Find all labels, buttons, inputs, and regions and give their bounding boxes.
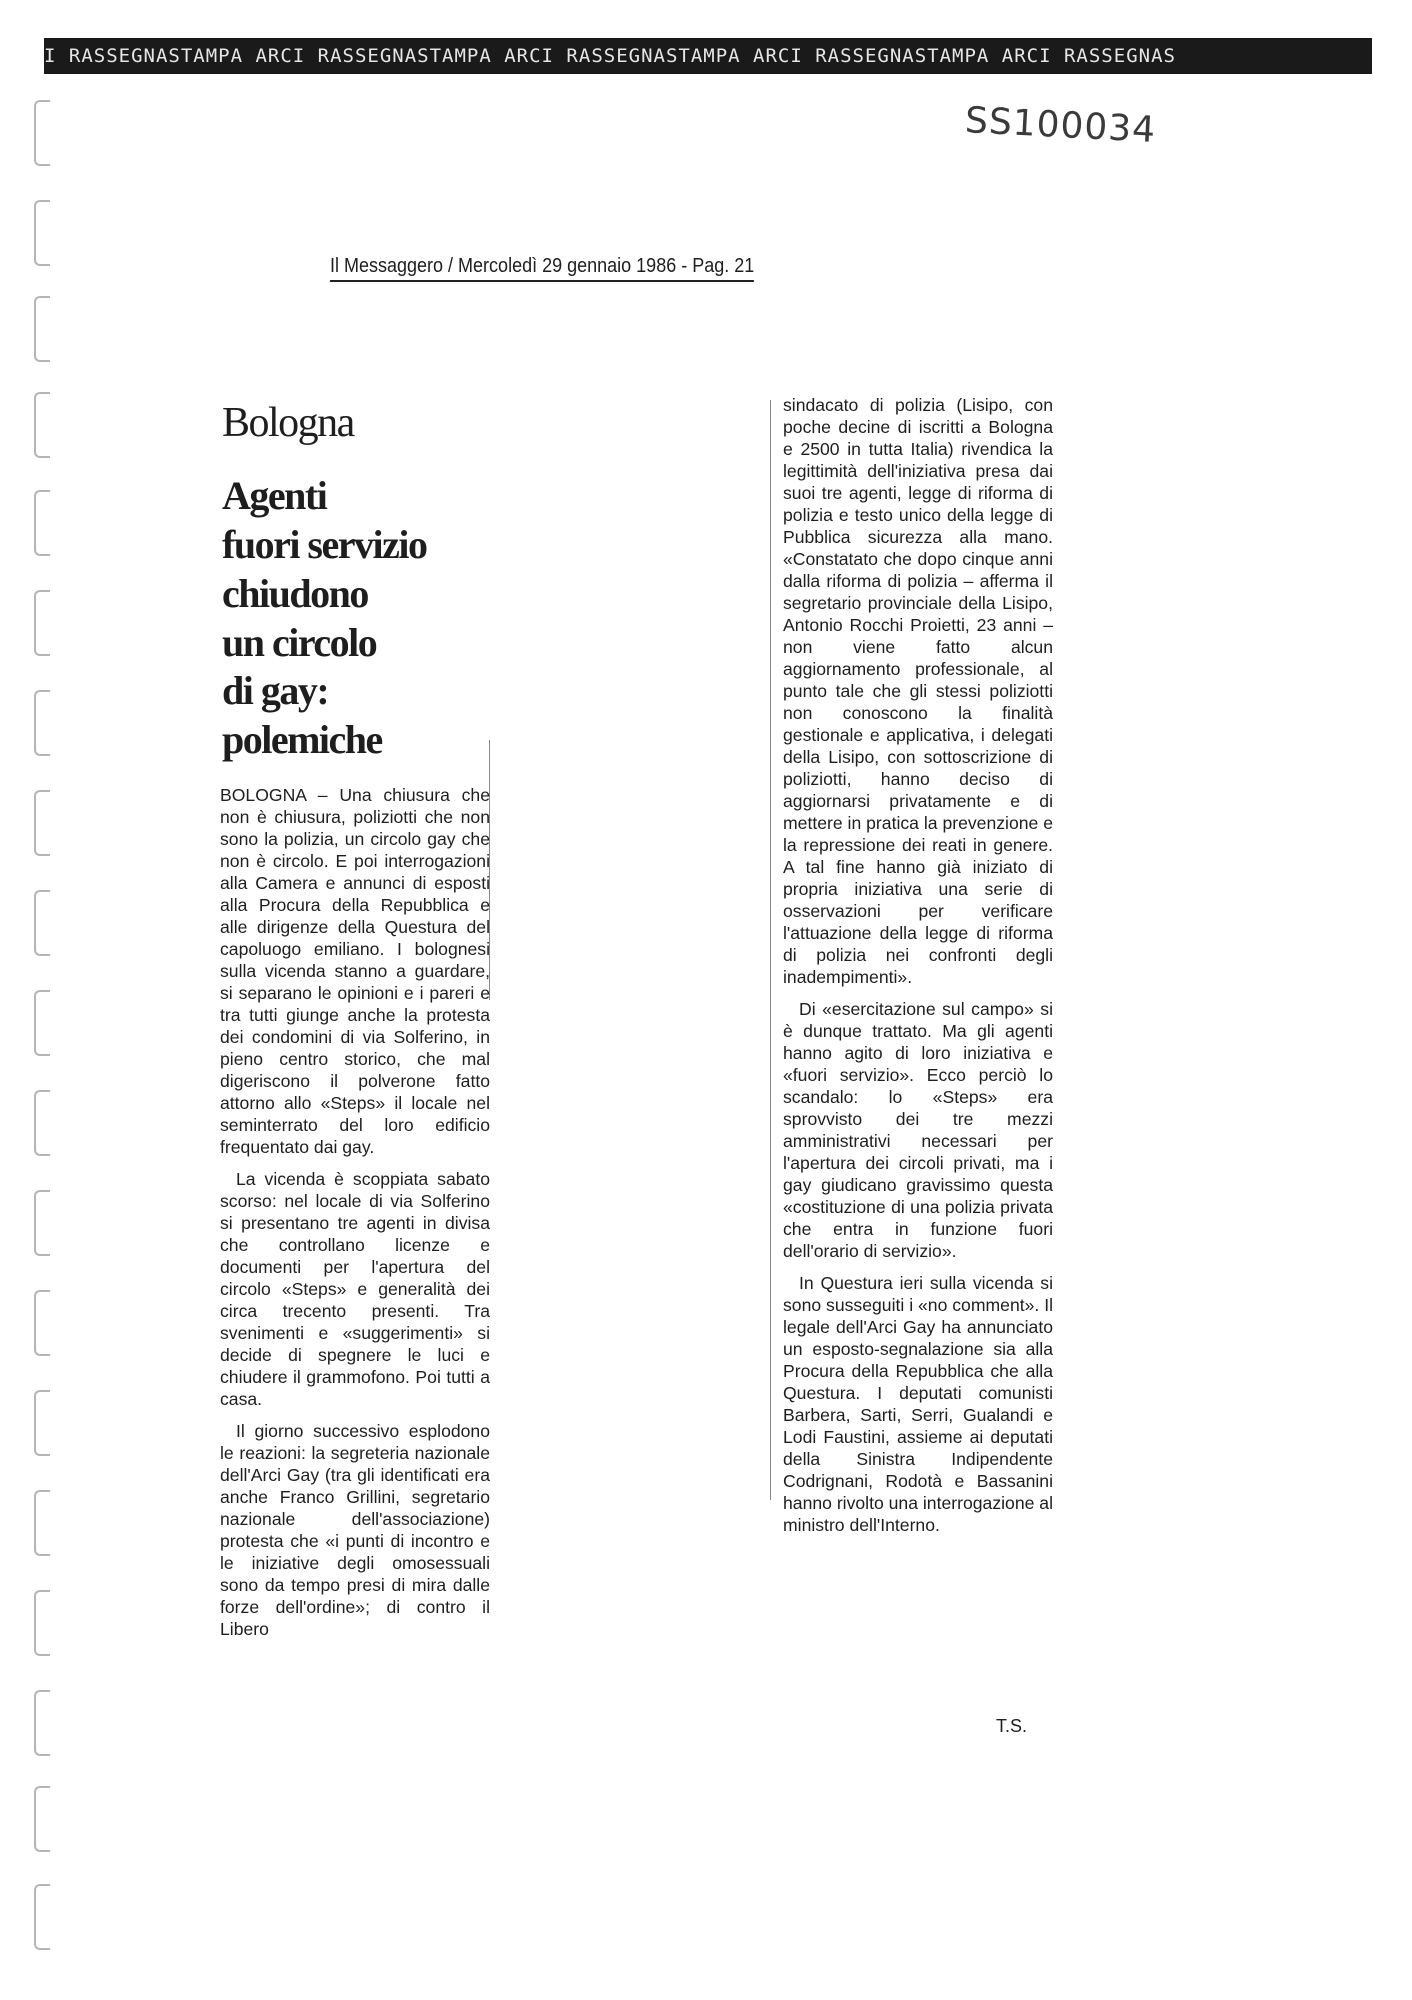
binder-hole-mark (34, 392, 50, 458)
headline-line: chiudono (222, 570, 368, 616)
binder-hole-mark (34, 890, 50, 956)
binder-hole-mark (34, 1390, 50, 1456)
press-review-banner (44, 38, 1372, 74)
headline-line: di gay: (222, 668, 329, 714)
headline-section: Bologna (222, 400, 354, 446)
binder-hole-mark (34, 1690, 50, 1756)
article-paragraph: Di «esercitazione sul campo» si è dunque trattato. Ma gli agenti hanno agito di loro iniziativa e «fuori servizio». Ecco perciò lo scandalo: lo «Steps» era sprovvisto dei tre mezzi amministrativi necessari per l'apertura dei circoli privati, ma i gay giudicano gravissimo questa «costituzione di una polizia privata che entra in funzione fuori dell'orario di servizio». (783, 999, 1053, 1261)
binder-hole-mark (34, 1090, 50, 1156)
article-headline (222, 400, 492, 765)
binder-hole-mark (34, 1590, 50, 1656)
binder-hole-mark (34, 590, 50, 656)
article-column-right (783, 394, 1053, 1546)
headline-title (222, 472, 492, 765)
author-initials: T.S. (996, 1716, 1028, 1736)
headline-line: Agenti (222, 473, 327, 519)
banner-text: I RASSEGNASTAMPA ARCI RASSEGNASTAMPA ARCI RASSEGNASTAMPA ARCI RASSEGNASTAMPA ARCI RASSEGNAS (44, 45, 1176, 67)
headline-line: polemiche (222, 717, 382, 763)
binder-hole-mark (34, 296, 50, 362)
article-paragraph: La vicenda è scoppiata sabato scorso: nel locale di via Solferino si presentano tre agenti in divisa che controllano licenze e documenti per l'apertura del circolo «Steps» e generalità dei circa trecento presenti. Tra svenimenti e «suggerimenti» si decide di spegnere le luci e chiudere il grammofono. Poi tutti a casa. (220, 1169, 490, 1409)
binder-hole-mark (34, 1786, 50, 1852)
binder-hole-mark (34, 1490, 50, 1556)
binder-hole-mark (34, 990, 50, 1056)
binder-hole-mark (34, 1884, 50, 1950)
article-paragraph: sindacato di polizia (Lisipo, con poche decine di iscritti a Bologna e 2500 in tutta Italia) rivendica la legittimità dell'iniziativa presa dai suoi tre agenti, legge di riforma di polizia e testo unico della legge di Pubblica sicurezza alla mano. «Constatato che dopo cinque anni dalla riforma di polizia – afferma il segretario provinciale della Lisipo, Antonio Rocchi Proietti, 23 anni – non viene fatto alcun aggiornamento professionale, al punto tale che gli stessi poliziotti non conoscono la finalità gestionale e applicativa, i delegati della Lisipo, con sottoscrizione di poliziotti, hanno deciso di aggiornarsi privatamente e di mettere in pratica la prevenzione e la repressione dei reati in genere. A tal fine hanno già iniziato di propria iniziativa una serie di osservazioni per verificare l'attuazione della legge di riforma di polizia nei confronti degli inadempimenti». (783, 395, 1053, 987)
handwritten-archive-code: SS100034 (964, 100, 1158, 151)
binder-hole-mark (34, 200, 50, 266)
headline-line: fuori servizio (222, 521, 427, 567)
article-paragraph: In Questura ieri sulla vicenda si sono susseguiti i «no comment». Il legale dell'Arci Gay ha annunciato un esposto-segnalazione sia alla Procura della Repubblica che alla Questura. I deputati comunisti Barbera, Sarti, Serri, Gualandi e Lodi Faustini, assieme ai deputati della Sinistra Indipendente Codrignani, Rodotà e Bassanini hanno rivolto una interrogazione al ministro dell'Interno. (783, 1273, 1053, 1535)
binder-hole-mark (34, 1290, 50, 1356)
article-paragraph: BOLOGNA – Una chiusura che non è chiusura, poliziotti che non sono la polizia, un circolo gay che non è circolo. E poi interrogazioni alla Camera e annunci di esposti alla Procura della Repubblica e alle dirigenze della Questura del capoluogo emiliano. I bolognesi sulla vicenda stanno a guardare, si separano le opinioni e i pareri e tra tutti giunge anche la protesta dei condomini di via Solferino, in pieno centro storico, che mal digeriscono il polverone fatto attorno allo «Steps» il locale nel seminterrato del loro edificio frequentato dai gay. (220, 785, 490, 1157)
binder-hole-mark (34, 690, 50, 756)
binder-hole-mark (34, 490, 50, 556)
article-column-left (220, 784, 490, 1650)
newspaper-source-line: Il Messaggero / Mercoledì 29 gennaio 1986 - Pag. 21 (330, 255, 754, 282)
binder-hole-mark (34, 100, 50, 166)
binder-hole-mark (34, 790, 50, 856)
binder-hole-mark (34, 1190, 50, 1256)
column-rule (770, 400, 771, 1500)
article-paragraph: Il giorno successivo esplodono le reazioni: la segreteria nazionale dell'Arci Gay (tra gli identificati era anche Franco Grillini, segretario nazionale dell'associazione) protesta che «i punti di incontro e le iniziative degli omosessuali sono da tempo presi di mira dalle forze dell'ordine»; di contro il Libero (220, 1421, 490, 1639)
headline-line: un circolo (222, 619, 377, 665)
